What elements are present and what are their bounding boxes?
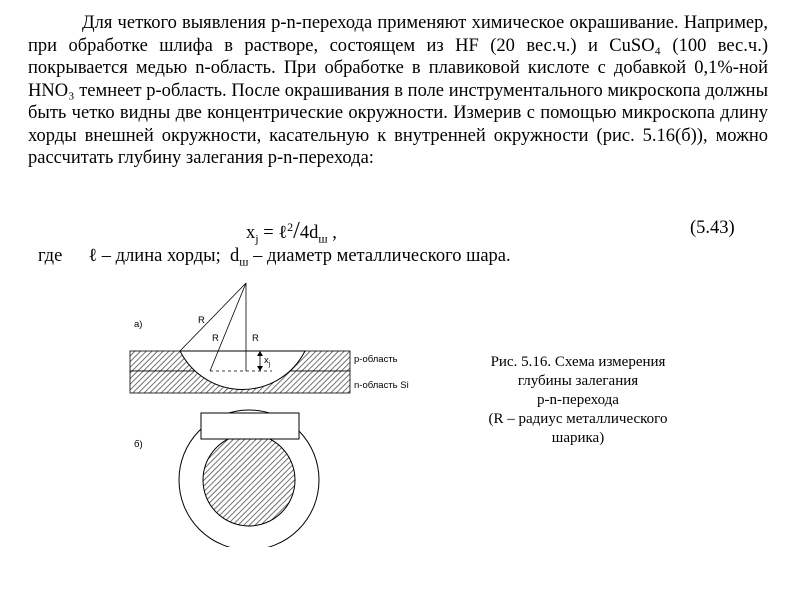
where-prefix: где (38, 246, 63, 266)
figure-part-a (130, 283, 409, 393)
caption-line-5: шарика) (551, 430, 605, 446)
figure-5-16 (120, 275, 450, 547)
label-xj: $x_j$ (264, 355, 271, 368)
where-def2-main: d (229, 246, 240, 266)
where-line (38, 246, 511, 270)
caption-line-3: p-n-перехода (537, 392, 619, 408)
formula-sup: 2 (287, 219, 294, 234)
formula-tail: , (327, 223, 337, 243)
where-def2-sub: ш (239, 254, 249, 269)
label-p-region: p-область (354, 354, 398, 365)
inner-circle (203, 434, 295, 526)
formula-lhs: x (246, 223, 256, 243)
where-def2-rest: – диаметр металлического шара. (248, 246, 511, 266)
formula-den-sub: ш (318, 231, 328, 246)
caption-line-4: (R – радиус металлического (488, 411, 668, 427)
formula-lhs-sub: j (255, 231, 259, 246)
figure-part-b (134, 410, 319, 547)
caption-line-2: глубины залегания (517, 373, 639, 389)
figure-caption (458, 353, 698, 448)
label-R-left: R (212, 333, 219, 344)
label-b: б) (134, 439, 143, 450)
equation-number: (5.43) (690, 218, 735, 238)
label-R-outer: R (198, 315, 205, 326)
caption-line-1: Рис. 5.16. Схема измерения (490, 354, 666, 370)
chord-block (201, 413, 299, 439)
label-R-right: R (252, 333, 259, 344)
label-a: а) (134, 319, 143, 330)
formula-den: 4d (299, 223, 319, 243)
formula-slash: / (293, 218, 300, 244)
body-paragraph: Для четкого выявления p-n-перехода применяют химическое окрашивание. Например, при обработке шлифа в растворе, состоящем из HF (20 вес.ч.) и CuSO₄ (100 вес.ч.) покрывается медью n-область. При обработке в плавиковой кислоте с добавкой 0,1%-ной HNO₃ темнеет p-область. После окрашивания в поле инструментального микроскопа должны быть четко видны две концентрические окружности. Измерив с помощью микроскопа длину хорды внешней окружности, касательную к внутренней окружности (рис. 5.16(б)), можно рассчитать глубину залегания p-n-перехода: (28, 13, 768, 168)
formula-eq: = ℓ (258, 223, 288, 243)
label-n-region: n-область Si (354, 380, 409, 391)
where-def1: ℓ – длина хорды; (88, 246, 221, 266)
formula-5-43 (246, 218, 337, 247)
